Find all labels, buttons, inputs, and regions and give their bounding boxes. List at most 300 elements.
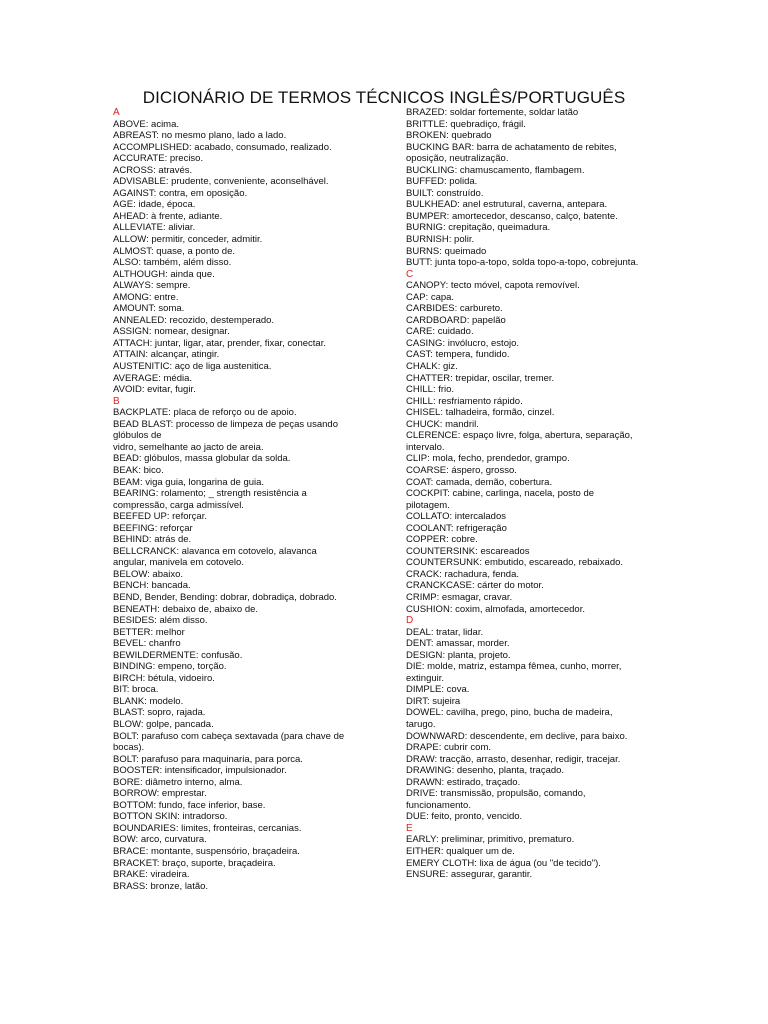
entry-definition: limites, fronteiras, cercanias. [181, 822, 302, 834]
entry-term: DRAW [406, 753, 435, 765]
entry-definition: permitir, conceder, admitir. [151, 234, 263, 246]
entry-term: CHILL [406, 395, 433, 407]
dictionary-entry: BEAD BLAST: processo de limpeza de peças usando [113, 418, 338, 430]
entry-term: COLLATO [406, 511, 450, 523]
entry-definition: placa de reforço ou de apoio. [173, 407, 297, 419]
entry-term: BEEFING [113, 522, 155, 534]
entry-term: BRACE [113, 846, 146, 857]
entry-definition: braço, suporte, braçadeira. [162, 857, 276, 869]
entry-term: BEHIND [113, 534, 149, 546]
entry-definition: tecto móvel, capota removível. [450, 280, 580, 292]
entry-term: ACROSS [113, 164, 154, 176]
entry-term: BEWILDERMENTE [113, 649, 196, 661]
dictionary-entry: BINDING: empeno, torção. [113, 661, 227, 673]
dictionary-entry: BOLT: parafuso para maquinaria, para porca. [113, 753, 303, 765]
entry-definition: escareados [480, 545, 530, 557]
entry-definition: aliviar. [168, 222, 196, 234]
entry-definition: intercalados [454, 511, 506, 523]
entry-term: ALLOW [113, 234, 147, 246]
entry-term: BUILT [406, 187, 432, 199]
entry-definition: áspero, grosso. [451, 464, 517, 476]
entry-definition: queimado [444, 245, 487, 257]
dictionary-entry: BOOSTER: intensificador, impulsionador. [113, 765, 287, 777]
entry-term: BEVEL [113, 638, 144, 650]
entry-definition: assegurar, garantir. [450, 869, 533, 881]
entry-term: DRAPE [406, 742, 439, 754]
dictionary-entry: BEND, Bender, Bending: dobrar, dobradiça, dobrado. [113, 591, 337, 603]
entry-term: BELOW [113, 568, 148, 580]
entry-term: BEAD [113, 453, 139, 465]
dictionary-entry: AHEAD: à frente, adiante. [113, 210, 223, 222]
right-column [406, 107, 666, 881]
entry-definition: à frente, adiante. [151, 210, 223, 222]
entry-term: BIRCH [113, 672, 143, 684]
entry-definition: capa. [430, 291, 455, 303]
entry-term: CHALK [406, 361, 438, 373]
entry-definition: rachadura, fenda. [444, 568, 520, 580]
dictionary-entry: BENEATH: debaixo de, abaixo de. [113, 603, 259, 615]
entry-term: BURNS [406, 245, 440, 257]
entry-term: ACCOMPLISHED [113, 141, 190, 153]
entry-definition: qualquer um de. [446, 846, 515, 857]
entry-definition: intensificador, impulsionador. [164, 765, 287, 777]
entry-term: BELLCRANCK [113, 545, 177, 557]
entry-term: ALWAYS [113, 280, 151, 292]
entry-definition: cárter do motor. [477, 580, 544, 592]
entry-term: BEND, Bender, Bending [113, 591, 215, 603]
dictionary-entry: CHILL: resfriamento rápido. [406, 395, 523, 407]
dictionary-entry: EITHER: qualquer um de. [406, 846, 515, 857]
entry-term: EITHER [406, 846, 441, 857]
entry-definition: viga guia, longarina de guia. [145, 476, 265, 488]
entry-definition: cova. [446, 684, 470, 696]
dictionary-entry: CARBIDES: carbureto. [406, 303, 503, 315]
entry-term: AGE [113, 199, 134, 211]
entry-term: BACKPLATE [113, 407, 169, 419]
entry-definition: camada, demão, cobertura. [435, 476, 553, 488]
dictionary-entry: BEVEL: chanfro [113, 638, 181, 650]
entry-definition: reforçar. [172, 511, 207, 523]
entry-definition: talhadeira, formão, cinzel. [445, 407, 555, 419]
entry-definition: parafuso com cabeça sextavada (para chave de [141, 730, 345, 742]
entry-term: ALSO [113, 257, 139, 269]
entry-term: BLOW [113, 718, 141, 730]
entry-definition: chanfro [148, 638, 181, 650]
entry-definition: rolamento; _ strength resistência a [161, 488, 307, 500]
dictionary-entry: CUSHION: coxim, almofada, amortecedor. [406, 603, 585, 615]
entry-term: BINDING [113, 661, 153, 673]
entry-term: CANOPY [406, 280, 446, 292]
dictionary-entry: COARSE: áspero, grosso. [406, 464, 517, 476]
section-letter: A [113, 107, 120, 118]
dictionary-entry: BEAM: viga guia, longarina de guia. [113, 476, 265, 488]
dictionary-entry: CARDBOARD: papelão [406, 314, 506, 326]
entry-term: BLANK [113, 695, 145, 707]
dictionary-entry: COLLATO: intercalados [406, 511, 506, 523]
entry-term: CAST [406, 349, 431, 361]
dictionary-entry: COCKPIT: cabine, carlinga, nacela, posto de [406, 488, 595, 500]
dictionary-entry: BELOW: abaixo. [113, 568, 184, 580]
dictionary-entry: BEWILDERMENTE: confusão. [113, 649, 243, 661]
entry-definition: tratar, lidar. [436, 626, 484, 638]
dictionary-entry: BRAZED: soldar fortemente, soldar latão [406, 107, 579, 118]
entry-definition: planta, projeto. [447, 649, 511, 661]
entry-term: BEAK [113, 464, 139, 476]
entry-term: BRASS [113, 880, 146, 892]
dictionary-entry: CRANCKCASE: cárter do motor. [406, 580, 544, 592]
dictionary-entry: BETTER: melhor [113, 626, 185, 638]
entry-definition: bancada. [151, 580, 191, 592]
entry-term: CARDBOARD [406, 314, 467, 326]
entry-definition: também, além disso. [143, 257, 232, 269]
entry-term: AUSTENITIC [113, 361, 170, 373]
entry-definition: através. [158, 164, 193, 176]
dictionary-entry: COUNTERSUNK: embutido, escareado, rebaixado. [406, 557, 624, 569]
entry-term: BETTER [113, 626, 151, 638]
entry-term: BRACKET [113, 857, 157, 869]
dictionary-entry: BURNISH: polir. [406, 234, 475, 246]
entry-definition: crepitação, queimadura. [448, 222, 551, 234]
dictionary-entry: ACCURATE: preciso. [113, 153, 204, 165]
entry-definition: quase, a ponto de. [156, 245, 236, 257]
entry-definition: transmissão, propulsão, comando, [440, 788, 586, 800]
entry-term: AGAINST [113, 187, 154, 199]
dictionary-entry: BRACKET: braço, suporte, braçadeira. [113, 857, 276, 869]
entry-definition: construído. [436, 187, 484, 199]
entry-definition: invólucro, estojo. [447, 337, 520, 349]
entry-term: CLERENCE [406, 430, 458, 442]
entry-term: DRIVE [406, 788, 436, 800]
entry-definition: prudente, conveniente, aconselhável. [171, 176, 329, 188]
entry-definition: soma. [158, 303, 185, 315]
entry-term: BRITTLE [406, 118, 446, 130]
dictionary-entry: CRIMP: esmagar, cravar. [406, 591, 513, 603]
entry-definition: alcançar, atingir. [150, 349, 220, 361]
dictionary-entry: DIMPLE: cova. [406, 684, 470, 696]
dictionary-entry: EMERY CLOTH: lixa de água (ou "de tecido"). [406, 857, 601, 869]
dictionary-entry: BOLT: parafuso com cabeça sextavada (para chave de [113, 730, 345, 742]
entry-definition: mola, fecho, prendedor, grampo. [432, 453, 570, 465]
dictionary-entry: BLOW: golpe, pancada. [113, 718, 214, 730]
dictionary-entry: BOUNDARIES: limites, fronteiras, cercanias. [113, 822, 302, 834]
dictionary-entry: DIRT: sujeira [406, 695, 461, 707]
dictionary-entry: ATTAIN: alcançar, atingir. [113, 349, 220, 361]
dictionary-entry: ATTACH: juntar, ligar, atar, prender, fixar, conectar. [113, 337, 326, 349]
entry-term: CHISEL [406, 407, 441, 419]
dictionary-entry: CHALK: giz. [406, 361, 458, 373]
entry-definition: desenho, planta, traçado. [456, 765, 565, 777]
section-letter: E [406, 822, 413, 834]
entry-term: DIRT [406, 695, 427, 707]
dictionary-entry: BESIDES: além disso. [113, 615, 208, 627]
entry-term: COPPER [406, 534, 447, 546]
entry-definition: tempera, fundido. [435, 349, 510, 361]
entry-term: DOWNWARD [406, 730, 465, 742]
dictionary-entry: ACCOMPLISHED: acabado, consumado, realizado. [113, 141, 332, 153]
dictionary-entry: ACROSS: através. [113, 164, 193, 176]
page-title: DICIONÁRIO DE TERMOS TÉCNICOS INGLÊS/PORTUGUÊS [142, 88, 626, 107]
entry-definition: intradorso. [182, 811, 228, 823]
dictionary-entry: CHISEL: talhadeira, formão, cinzel. [406, 407, 555, 419]
entry-definition: glóbulos, massa globular da solda. [144, 453, 291, 465]
entry-term: BOUNDARIES [113, 822, 176, 834]
entry-definition: amassar, morder. [436, 638, 510, 650]
entry-term: BOLT [113, 753, 137, 765]
entry-continuation: bocas). [113, 742, 145, 754]
entry-term: AMONG [113, 291, 149, 303]
dictionary-entry: COOLANT: refrigeração [406, 522, 507, 534]
entry-term: BOOSTER [113, 765, 160, 777]
dictionary-entry: CARE: cuidado. [406, 326, 474, 338]
entry-definition: anel estrutural, caverna, antepara. [462, 199, 608, 211]
dictionary-entry: ALSO: também, além disso. [113, 257, 232, 269]
dictionary-entry: BIT: broca. [113, 684, 159, 696]
dictionary-entry: AUSTENITIC: aço de liga austenitica. [113, 361, 272, 373]
entry-definition: cavilha, prego, pino, bucha de madeira, [446, 707, 613, 719]
dictionary-entry: BROKEN: quebrado [406, 130, 492, 142]
entry-definition: cubrir com. [444, 742, 491, 754]
entry-term: DUE [406, 811, 427, 823]
entry-definition: quebradiço, frágil. [450, 118, 526, 130]
entry-continuation: angular, manivela em cotovelo. [113, 557, 244, 569]
entry-definition: coxim, almofada, amortecedor. [455, 603, 585, 615]
entry-definition: refrigeração [456, 522, 507, 534]
entry-definition: acima. [151, 118, 180, 130]
entry-continuation: oposição, neutralização. [406, 153, 509, 165]
entry-term: AVERAGE [113, 372, 159, 384]
entry-definition: além disso. [159, 615, 208, 627]
entry-term: BORROW [113, 788, 157, 800]
entry-term: COUNTERSUNK [406, 557, 480, 569]
section-letter: C [406, 268, 414, 280]
entry-definition: melhor [155, 626, 185, 638]
entry-term: CARBIDES [406, 303, 455, 315]
entry-term: BURNIG [406, 222, 443, 234]
dictionary-entry: BUCKING BAR: barra de achatamento de rebites, [406, 141, 617, 153]
dictionary-entry: AGE: idade, época. [113, 199, 196, 211]
dictionary-entry: CLERENCE: espaço livre, folga, abertura, separação, [406, 430, 633, 442]
entry-term: COAT [406, 476, 431, 488]
entry-term: BLAST [113, 707, 143, 719]
dictionary-entry: DENT: amassar, morder. [406, 638, 510, 650]
entry-definition: frio. [438, 384, 455, 396]
entry-definition: parafuso para maquinaria, para porca. [141, 753, 303, 765]
entry-definition: processo de limpeza de peças usando [175, 418, 338, 430]
dictionary-entry: ENSURE: assegurar, garantir. [406, 869, 533, 881]
dictionary-entry: DIE: molde, matriz, estampa fêmea, cunho, morrer, [406, 661, 622, 673]
entry-definition: espaço livre, folga, abertura, separação, [463, 430, 633, 442]
dictionary-entry: BEAK: bico. [113, 464, 164, 476]
dictionary-entry: BEEFED UP: reforçar. [113, 511, 207, 523]
entry-term: BENCH [113, 580, 147, 592]
entry-definition: nomear, designar. [154, 326, 230, 338]
entry-definition: modelo. [149, 695, 184, 707]
entry-definition: recozido, destemperado. [169, 314, 275, 326]
entry-term: COARSE [406, 464, 447, 476]
dictionary-entry: BURNS: queimado [406, 245, 487, 257]
entry-term: ENSURE [406, 869, 446, 881]
dictionary-entry: BUTT: junta topo-a-topo, solda topo-a-topo, cobrejunta. [406, 257, 639, 269]
dictionary-entry: ADVISABLE: prudente, conveniente, aconselhável. [113, 176, 329, 188]
entry-term: CARE [406, 326, 433, 338]
entry-definition: junta topo-a-topo, solda topo-a-topo, cobrejunta. [435, 257, 639, 269]
dictionary-entry: BRACE: montante, suspensório, braçadeira. [113, 846, 300, 857]
dictionary-entry: BRAKE: viradeira. [113, 869, 190, 881]
entry-definition: esmagar, cravar. [441, 591, 513, 603]
entry-term: BESIDES [113, 615, 155, 627]
entry-definition: trepidar, oscilar, tremer. [455, 372, 555, 384]
entry-definition: bico. [143, 464, 164, 476]
dictionary-entry: ANNEALED: recozido, destemperado. [113, 314, 275, 326]
entry-term: EARLY [406, 834, 436, 846]
entry-definition: sopro, rajada. [147, 707, 206, 719]
entry-definition: idade, época. [138, 199, 196, 211]
dictionary-entry: DRAPE: cubrir com. [406, 742, 491, 754]
dictionary-entry: DRAW: tracção, arrasto, desenhar, redigir, tracejar. [406, 753, 621, 765]
dictionary-entry: ALLOW: permitir, conceder, admitir. [113, 234, 263, 246]
entry-term: COOLANT [406, 522, 451, 534]
dictionary-entry: CHATTER: trepidar, oscilar, tremer. [406, 372, 555, 384]
dictionary-entry: BIRCH: bétula, vidoeiro. [113, 672, 215, 684]
section-letter: B [113, 395, 120, 407]
entry-definition: giz. [442, 361, 458, 373]
entry-term: DIE [406, 661, 422, 673]
entry-definition: soldar fortemente, soldar latão [449, 107, 579, 118]
entry-continuation: extinguir. [406, 672, 445, 684]
dictionary-entry: BOW: arco, curvatura. [113, 834, 207, 846]
entry-definition: atrás de. [154, 534, 192, 546]
entry-term: BEAM [113, 476, 140, 488]
entry-term: CRANCKCASE [406, 580, 472, 592]
dictionary-entry: DESIGN: planta, projeto. [406, 649, 511, 661]
dictionary-entry: DRAWING: desenho, planta, traçado. [406, 765, 565, 777]
dictionary-entry: BEEFING: reforçar [113, 522, 193, 534]
dictionary-entry: BRITTLE: quebradiço, frágil. [406, 118, 526, 130]
entry-definition: abaixo. [152, 568, 184, 580]
entry-definition: preliminar, primitivo, prematuro. [441, 834, 575, 846]
entry-term: CHUCK [406, 418, 440, 430]
dictionary-entry: ALTHOUGH: ainda que. [113, 268, 215, 280]
entry-term: CRIMP [406, 591, 437, 603]
entry-term: DRAWING [406, 765, 452, 777]
entry-definition: bétula, vidoeiro. [147, 672, 215, 684]
entry-term: BEARING [113, 488, 156, 500]
dictionary-entry: BACKPLATE: placa de reforço ou de apoio. [113, 407, 297, 419]
entry-definition: carbureto. [459, 303, 503, 315]
dictionary-entry: BEARING: rolamento; _ strength resistência a [113, 488, 307, 500]
entry-term: ALLEVIATE [113, 222, 163, 234]
entry-definition: acabado, consumado, realizado. [194, 141, 332, 153]
entry-definition: cabine, carlinga, nacela, posto de [452, 488, 595, 500]
entry-definition: preciso. [169, 153, 204, 165]
entry-definition: descendente, em declive, para baixo. [470, 730, 628, 742]
entry-term: DRAWN [406, 776, 442, 788]
entry-term: BOW [113, 834, 136, 846]
entry-definition: papelão [471, 314, 506, 326]
dictionary-entry: BEAD: glóbulos, massa globular da solda. [113, 453, 291, 465]
entry-term: AVOID [113, 384, 142, 396]
entry-term: BUFFED [406, 176, 444, 188]
dictionary-entry: BOTTOM: fundo, face inferior, base. [113, 799, 266, 811]
dictionary-entry: EARLY: preliminar, primitivo, prematuro. [406, 834, 575, 846]
entry-continuation: tarugo. [406, 718, 436, 730]
entry-term: BOTTOM [113, 799, 154, 811]
entry-definition: diâmetro interno, alma. [145, 776, 243, 788]
entry-definition: golpe, pancada. [146, 718, 214, 730]
dictionary-entry: BORE: diâmetro interno, alma. [113, 776, 243, 788]
entry-definition: embutido, escareado, rebaixado. [484, 557, 624, 569]
entry-definition: juntar, ligar, atar, prender, fixar, conectar. [154, 337, 326, 349]
dictionary-entry: BELLCRANCK: alavanca em cotovelo, alavanca [113, 545, 317, 557]
dictionary-entry: DEAL: tratar, lidar. [406, 626, 484, 638]
entry-definition: aço de liga austenitica. [174, 361, 272, 373]
dictionary-entry: ABREAST: no mesmo plano, lado a lado. [113, 130, 287, 142]
entry-term: BEAD BLAST [113, 418, 171, 430]
dictionary-entry: BUILT: construído. [406, 187, 484, 199]
dictionary-entry: ALLEVIATE: aliviar. [113, 222, 196, 234]
entry-definition: bronze, latão. [150, 880, 209, 892]
dictionary-entry: DUE: feito, pronto, vencido. [406, 811, 523, 823]
dictionary-entry: DRAWN: estirado, traçado. [406, 776, 521, 788]
entry-continuation: intervalo. [406, 441, 445, 453]
entry-term: BURNISH [406, 234, 449, 246]
dictionary-entry: CANOPY: tecto móvel, capota removível. [406, 280, 580, 292]
entry-term: ASSIGN [113, 326, 149, 338]
entry-definition: reforçar [159, 522, 193, 534]
entry-definition: evitar, fugir. [147, 384, 196, 396]
entry-term: BUCKLING [406, 164, 455, 176]
entry-term: DEAL [406, 626, 431, 638]
entry-term: ABOVE [113, 118, 146, 130]
dictionary-entry: AVERAGE: média. [113, 372, 193, 384]
entry-term: BUMPER [406, 210, 447, 222]
entry-definition: amortecedor, descanso, calço, batente. [451, 210, 618, 222]
dictionary-entry: ASSIGN: nomear, designar. [113, 326, 230, 338]
entry-term: CLIP [406, 453, 428, 465]
entry-definition: broca. [132, 684, 159, 696]
dictionary-entry: DOWNWARD: descendente, em declive, para baixo. [406, 730, 628, 742]
entry-term: AMOUNT [113, 303, 154, 315]
entry-term: BUCKING BAR [406, 141, 472, 153]
entry-term: DESIGN [406, 649, 443, 661]
entry-term: BULKHEAD [406, 199, 458, 211]
entry-continuation: glóbulos de [113, 430, 162, 442]
entry-definition: resfriamento rápido. [438, 395, 523, 407]
dictionary-entry: ABOVE: acima. [113, 118, 180, 130]
dictionary-entry: CASING: invólucro, estojo. [406, 337, 520, 349]
entry-continuation: funcionamento. [406, 799, 471, 811]
entry-term: EMERY CLOTH [406, 857, 475, 869]
entry-definition: emprestar. [161, 788, 207, 800]
entry-term: BUTT [406, 257, 430, 269]
entry-definition: arco, curvatura. [140, 834, 207, 846]
entry-term: BENEATH [113, 603, 158, 615]
entry-definition: fundo, face inferior, base. [158, 799, 266, 811]
dictionary-entry: BRASS: bronze, latão. [113, 880, 209, 892]
dictionary-entry: AVOID: evitar, fugir. [113, 384, 196, 396]
entry-term: BROKEN [406, 130, 447, 142]
entry-term: ALTHOUGH [113, 268, 166, 280]
entry-term: BOLT [113, 730, 137, 742]
dictionary-entry: CRACK: rachadura, fenda. [406, 568, 520, 580]
dictionary-entry: CAP: capa. [406, 291, 455, 303]
dictionary-entry: BUMPER: amortecedor, descanso, calço, batente. [406, 210, 618, 222]
entry-definition: estirado, traçado. [446, 776, 521, 788]
dictionary-entry: COUNTERSINK: escareados [406, 545, 530, 557]
entry-definition: sujeira [432, 695, 461, 707]
entry-continuation: pilotagem. [406, 499, 450, 511]
entry-definition: polida. [449, 176, 478, 188]
